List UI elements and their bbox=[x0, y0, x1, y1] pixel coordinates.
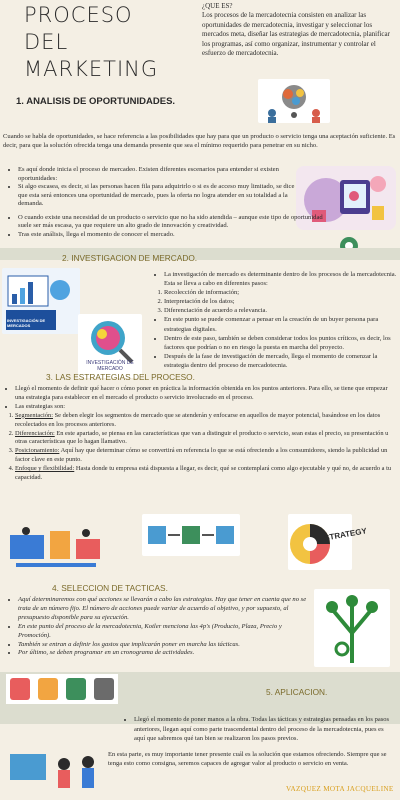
section4-body bbox=[6, 596, 311, 658]
list-item: • O cuando existe una necesidad de un producto o servicio que no ha sido atendida – aunque este tipo de oportunidad suele ser más escasa, ya que requiere un alto grado de innovación y creatividad. bbox=[18, 214, 336, 231]
section-heading-1: 1. ANALISIS DE OPORTUNIDADES. bbox=[16, 96, 176, 107]
section1-bullets bbox=[6, 166, 296, 209]
strategy-name: Segmentación: bbox=[15, 411, 53, 419]
list-item: • Llegó el momento de poner manos a la obra. Todas las tácticas y estrategias pensadas en los pasos anteriores, llegan aquí como parte trascendental dentro del proceso de la mercadotecnia, pues es aquí que sabremos qué tan bien se realizaron los pasos previos. bbox=[134, 715, 394, 744]
section-band bbox=[0, 248, 400, 260]
list-item: 3. Diferenciación de acuerdo a relevancia. bbox=[164, 306, 398, 315]
section2-body bbox=[152, 270, 398, 370]
que-es-block bbox=[202, 2, 390, 58]
strategy-item bbox=[15, 412, 397, 430]
list-item: 2. Interpretación de los datos; bbox=[164, 297, 398, 306]
list-item: • La investigación de mercado es determinante dentro de los procesos de la mercadotecnia. Esta se lleva a cabo en diferentes pasos: bbox=[164, 270, 398, 288]
que-es-label: ¿QUE ES? bbox=[202, 2, 233, 10]
list-item: • Por último, se deben programar en un cronograma de actividades. bbox=[18, 649, 311, 658]
section-heading-5: 5. APLICACION. bbox=[266, 687, 328, 697]
strategy-word: STRATEGY bbox=[323, 526, 368, 543]
strategy-text: En este apartado, se piensa en las características que van a distinguir el producto o servicio, sean estas el precio, su presentación u otras características que lo hagan llamativo. bbox=[15, 429, 389, 446]
list-item: • Dentro de este paso, también se deben considerar todos los puntos críticos, es decir, los factores que podrían o no en riesgo la puesta en marcha del proyecto. bbox=[164, 334, 398, 352]
title-line: MARKETING bbox=[24, 57, 159, 81]
strategy-text: Hasta donde tu empresa está dispuesta a llegar, es decir, qué se contemplará como algo ejecutable y qué no, de acuerdo a tu capacidad. bbox=[15, 465, 392, 482]
brain-gears-image bbox=[258, 79, 330, 123]
que-es-text: Los procesos de la mercadotecnia consisten en analizar las oportunidades de mercadotecnia, investigar y seleccionar los mercados meta, diseñar las estrategias de mercadotecnia, planificar los programas, así como organizar, instrumentar y controlar el esfuerzo de mercadotecnia. bbox=[202, 11, 390, 58]
list-item: • Si algo escasea, es decir, si las personas hacen fila para adquirirlo o si es de acceso muy limitado, se dice que esta será entonces una oportunidad de mercado, pues la oferta no logra atender en su totalidad a la demanda. bbox=[18, 183, 296, 209]
list-item: • Tras este análisis, llega el momento de conocer el mercado. bbox=[18, 231, 336, 239]
section-heading-4: 4. SELECCION DE TACTICAS. bbox=[52, 583, 168, 593]
network-tree-image bbox=[314, 589, 390, 667]
title-line: DEL bbox=[24, 30, 69, 54]
section-heading-3: 3. LAS ESTRATEGIAS DEL PROCESO. bbox=[46, 372, 195, 382]
strategy-text: Aquí hay que determinar cómo se convertirá en referencia lo que se está ofreciendo a los consumidores, siendo la publicidad un factor clave en este punto. bbox=[15, 447, 388, 464]
list-item: • En este punto del proceso de la mercadotecnia, Kotler menciona las 4p's (Producto, Plaza, Precio y Promoción). bbox=[18, 623, 311, 641]
section-heading-2: 2. INVESTIGACION DE MERCADO. bbox=[62, 253, 198, 263]
image-caption-1: INVESTIGACIÓN DE MERCADOS bbox=[7, 318, 46, 328]
list-item: • Aquí determinaremos con qué acciones se llevarán a cabo las estrategias. Hay que tener en cuenta que no se trata de un número fijo. El número de acciones puede variar de acuerdo al objetivo, y por supuesto, al presupuesto disponible para su ejecución. bbox=[18, 596, 311, 623]
list-item: • Llegó el momento de definir qué hacer o cómo poner en práctica la información obtenida en los puntos anteriores. Para ello, se tiene que empezar una estrategia para establecer en el mercado el producto o servicio involucrado en el proceso. bbox=[15, 385, 397, 403]
list-item: • Las estrategias son: bbox=[15, 403, 397, 412]
strategy-item bbox=[15, 447, 397, 465]
strategy-name: Diferenciación: bbox=[15, 429, 55, 437]
section1-intro: Cuando se habla de oportunidades, se hace referencia a las posibilidades que hay para que un producto o servicio tenga una aceptación suficiente. Es decir, para que la solución ofrecida tenga una demanda presente que sea el mínimo requerido para penetrar en su nicho. bbox=[3, 133, 396, 149]
author-name: VAZQUEZ MOTA JACQUELINE bbox=[286, 785, 394, 793]
section5-closing: En esta parte, es muy importante tener presente cuál es la solución que estamos ofreciendo. Siempre que se tenga esto como consigna, seremos capaces de agregar valor al producto o servicio en venta. bbox=[108, 751, 387, 768]
list-item: • Después de la fase de investigación de mercado, llega el momento de comenzar la estrategia dentro del proceso de mercadotecnia. bbox=[164, 352, 398, 370]
strategy-item bbox=[15, 430, 397, 448]
list-item: • Es aquí donde inicia el proceso de mercadeo. Existen diferentes escenarios para entender si existen oportunidades: bbox=[18, 166, 296, 183]
section1-bullets-2 bbox=[6, 214, 336, 239]
strategy-text: Se deben elegir los segmentos de mercado que se atenderán y enfocarse en aquellos de mayor potencial, basándose en los datos recolectados en los procesos anteriores. bbox=[15, 411, 381, 428]
strategy-name: Posicionamiento: bbox=[15, 447, 60, 455]
four-ps-icons bbox=[6, 674, 118, 704]
strategy-name: Enfoque y flexibilidad: bbox=[15, 465, 75, 473]
section3-body bbox=[3, 385, 397, 483]
list-item: • En este punto se puede comenzar a pensar en la creación de un buyer persona para estrategias digitales. bbox=[164, 315, 398, 333]
team-image bbox=[2, 748, 102, 798]
list-item: 1. Recolección de información; bbox=[164, 288, 398, 297]
image-caption-2: INVESTIGACIÓN DE MERCADO bbox=[86, 360, 134, 372]
strategy-item bbox=[15, 465, 397, 483]
process-flow-image bbox=[142, 514, 240, 556]
page-title bbox=[24, 2, 158, 83]
strategy-image bbox=[288, 514, 352, 570]
title-line: PROCESO bbox=[24, 3, 133, 27]
strategy-people-image bbox=[6, 525, 104, 571]
section5-body bbox=[122, 715, 394, 744]
list-item: • También se entran a definir los gastos que implicarán poner en marcha las tácticas. bbox=[18, 641, 311, 650]
